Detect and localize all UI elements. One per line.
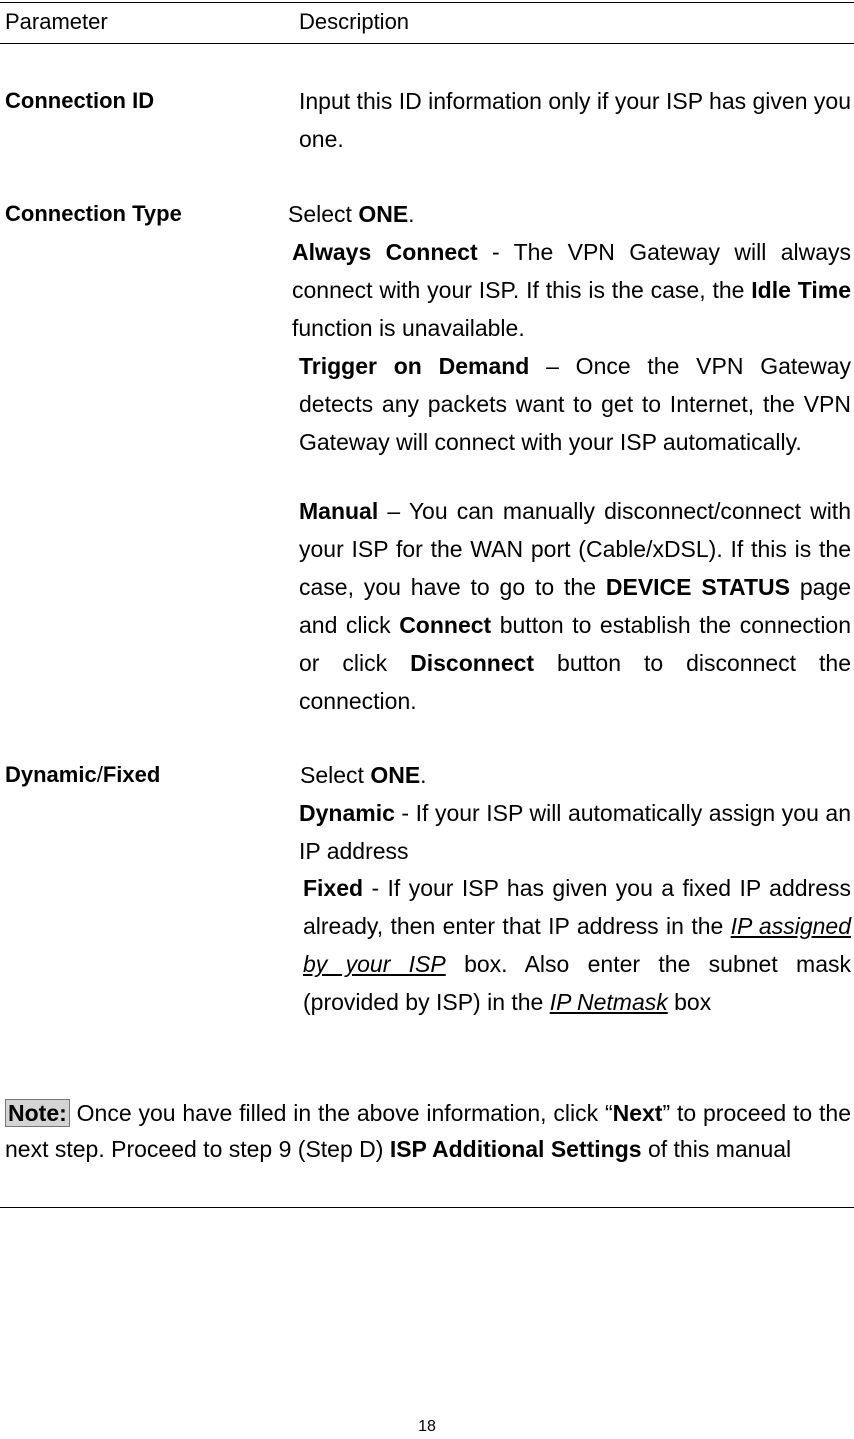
connection-type-select: Select ONE.	[288, 201, 415, 227]
dynamic-fixed-select: Select ONE.	[300, 762, 427, 788]
desc-dynamic	[299, 794, 851, 870]
desc-trigger-on-demand	[299, 347, 851, 461]
manual-term: Manual	[299, 498, 379, 524]
trigger-on-demand-text: Trigger on Demand – Once the VPN Gateway detects any packets want to get to Internet, the VPN Gateway will connect with your ISP automatically.	[299, 353, 851, 455]
always-connect-text: Always Connect - The VPN Gateway will always connect with your ISP. If this is the case, the Idle Time function is unavailable.	[292, 239, 852, 341]
param-dynamic-fixed: Dynamic/Fixed	[5, 762, 161, 787]
desc-always-connect	[292, 233, 851, 347]
param-connection-type	[5, 195, 182, 233]
connection-id-text: Input this ID information only if your ISP has given you one.	[299, 88, 851, 152]
device-status-term: DEVICE STATUS	[605, 574, 790, 600]
note-label: Note:	[5, 1099, 70, 1127]
page-number: 18	[418, 1418, 436, 1435]
connection-type-label: Connection Type	[5, 201, 182, 226]
note-block: Note: Once you have filled in the above information, click “Next” to proceed to the next step. Proceed to step 9 (Step D) ISP Additional Settings of this manual	[5, 1100, 851, 1162]
top-rule	[0, 2, 854, 3]
manual-text: Manual – You can manually disconnect/connect with your ISP for the WAN port (Cable/xDSL). If this is the case, you have to go to the DEVICE STATUS page and click Connect button to establish the connection or click Disconnect button to disconnect the connection.	[299, 498, 852, 714]
desc-fixed	[303, 869, 851, 1021]
desc-dynamic-fixed-select	[300, 756, 851, 794]
fixed-term: Fixed	[303, 875, 364, 901]
isp-additional-settings-term: ISP Additional Settings	[389, 1136, 642, 1162]
disconnect-term: Disconnect	[410, 650, 535, 676]
desc-manual	[299, 492, 851, 720]
header-description: Description	[299, 9, 410, 34]
dynamic-term: Dynamic	[299, 800, 395, 826]
desc-connection-id	[299, 82, 851, 158]
fixed-text: Fixed - If your ISP has given you a fixed IP address already, then enter that IP address in the IP assigned by your ISP box. Also enter the subnet mask (provided by ISP) in the IP Netmask box	[303, 875, 851, 1015]
desc-connection-type-select	[288, 195, 851, 233]
ip-assigned-box-ref: IP assigned by your ISP	[303, 913, 851, 977]
header-rule	[0, 43, 854, 44]
bottom-rule	[0, 1207, 854, 1208]
header-parameter: Parameter	[5, 9, 108, 34]
idle-time-term: Idle Time	[751, 277, 851, 303]
trigger-on-demand-term: Trigger on Demand	[299, 353, 530, 379]
connect-term: Connect	[399, 612, 492, 638]
next-term: Next	[612, 1100, 663, 1126]
param-connection-id: Connection ID	[5, 88, 155, 113]
dynamic-text: Dynamic - If your ISP will automatically assign you an IP address	[299, 800, 851, 864]
always-connect-term: Always Connect	[292, 239, 478, 265]
ip-netmask-box-ref: IP Netmask	[549, 989, 668, 1015]
